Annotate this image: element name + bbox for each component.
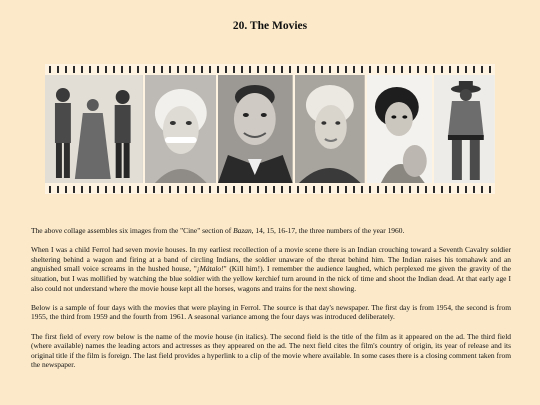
film-perforation: [353, 66, 355, 73]
film-perforation: [385, 186, 387, 193]
paragraph-childhood-memory: When I was a child Ferrol had seven movie houses. In my earliest recollection of a movie scene there is an Indian crouching toward a Seventh Cavalry soldier sheltering behind a wagon and firing at a band of circling Indians, the soldier unaware of the threat behind him. The Indian raises his tomahawk and an anguished small voice screams in the hushed house, "¡Mátalo!" (Kill him!). I remember the audience laughed, which perplexed me given the gravity of the situation, but I was mollified by watching the blue soldier with the yellow kerchief turn around in the nick of time and shoot the Indian dead. At that early age I also could not understand where the movie house kept all the horses, wagons and trains for the next showing.: [31, 245, 511, 293]
film-perforation: [233, 66, 235, 73]
film-perforation: [233, 186, 235, 193]
film-perforation: [257, 66, 259, 73]
film-perforation: [193, 66, 195, 73]
film-perforation: [297, 186, 299, 193]
film-perforation: [481, 66, 483, 73]
film-perforation: [489, 186, 491, 193]
film-perforation: [417, 186, 419, 193]
film-perforation: [129, 186, 131, 193]
page-title: 20. The Movies: [232, 20, 308, 32]
film-perforation: [425, 66, 427, 73]
film-perforation: [113, 66, 115, 73]
film-perforation: [329, 186, 331, 193]
film-perforation: [217, 186, 219, 193]
film-perforation: [441, 66, 443, 73]
film-perforation: [289, 186, 291, 193]
film-perforation: [209, 186, 211, 193]
film-perforation: [265, 66, 267, 73]
film-perforation: [169, 66, 171, 73]
film-perforation: [265, 186, 267, 193]
film-perforation: [353, 186, 355, 193]
film-perforation: [145, 66, 147, 73]
film-perforation: [417, 66, 419, 73]
film-perforation: [313, 66, 315, 73]
film-perforation: [113, 186, 115, 193]
film-perforation: [161, 186, 163, 193]
film-perforation: [193, 186, 195, 193]
film-perforation: [289, 66, 291, 73]
film-perforation: [105, 66, 107, 73]
film-perforation: [49, 66, 51, 73]
film-perforation: [185, 186, 187, 193]
paragraph-sample-days: Below is a sample of four days with the movies that were playing in Ferrol. The source is that day's newspaper. The first day is from 1954, the second is from 1955, the third from 1959 and the fourth from 1961. A seasonal variance among the four days was introduced deliberately.: [31, 302, 511, 322]
film-perforation: [369, 186, 371, 193]
paragraph-field-description: The first field of every row below is the name of the movie house (in italics). The second field is the title of the film as it appeared on the ad. The third field (where available) names the leading actors and actresses as they appeared on the ad. The next field cites the film's country of origin, its year of release and its original title if the film is foreign. The last field provides a hyperlink to a clip of the movie where available. In some cases there is a closing comment taken from the newspaper.: [31, 331, 511, 370]
film-perforation: [377, 66, 379, 73]
film-perforation: [121, 186, 123, 193]
film-perforation: [105, 186, 107, 193]
film-perforation: [137, 66, 139, 73]
film-perforation: [457, 186, 459, 193]
film-perforation: [465, 186, 467, 193]
film-perforation: [489, 66, 491, 73]
film-perforation: [201, 66, 203, 73]
film-perforation: [281, 66, 283, 73]
film-perforation: [81, 186, 83, 193]
film-perforation: [81, 66, 83, 73]
collage-photo-western-group: [45, 75, 143, 183]
film-perforation: [409, 186, 411, 193]
movie-collage: [45, 64, 495, 194]
film-perforation: [97, 66, 99, 73]
film-perforation: [465, 66, 467, 73]
film-perforation: [73, 186, 75, 193]
film-perforation: [177, 186, 179, 193]
film-perforation: [433, 66, 435, 73]
film-perforation: [473, 66, 475, 73]
film-perforation: [177, 66, 179, 73]
film-perforation: [153, 66, 155, 73]
film-perforation: [169, 186, 171, 193]
film-perforation: [457, 66, 459, 73]
film-perforation: [449, 186, 451, 193]
film-perforation: [217, 66, 219, 73]
film-perforation: [241, 66, 243, 73]
film-perforation: [449, 66, 451, 73]
film-perforation: [257, 186, 259, 193]
film-perforation: [185, 66, 187, 73]
film-perforation: [273, 66, 275, 73]
film-perforation: [225, 186, 227, 193]
film-perforation: [73, 66, 75, 73]
film-perforation: [425, 186, 427, 193]
film-perforation: [249, 186, 251, 193]
film-perforation: [337, 66, 339, 73]
film-perforation: [241, 186, 243, 193]
film-perforations-top: [45, 64, 495, 74]
film-perforation: [473, 186, 475, 193]
film-perforation: [49, 186, 51, 193]
publication-name: Bazan: [233, 226, 252, 235]
film-perforation: [409, 66, 411, 73]
film-perforation: [369, 66, 371, 73]
film-perforation: [321, 186, 323, 193]
film-perforation: [305, 66, 307, 73]
film-perforation: [161, 66, 163, 73]
collage-photo-actor-portrait: [218, 75, 293, 183]
film-perforation: [321, 66, 323, 73]
film-perforation: [393, 66, 395, 73]
film-perforation: [329, 66, 331, 73]
film-perforation: [249, 66, 251, 73]
film-perforation: [385, 66, 387, 73]
film-perforation: [377, 186, 379, 193]
film-perforation: [121, 66, 123, 73]
film-perforation: [57, 186, 59, 193]
paragraph-collage-source: The above collage assembles six images from the "Cine" section of Bazan, 14, 15, 16-17, the three numbers of the year 1960.: [31, 226, 405, 235]
film-perforation: [129, 66, 131, 73]
article-body: [31, 226, 511, 380]
film-perforation: [313, 186, 315, 193]
film-perforation: [305, 186, 307, 193]
film-perforation: [65, 66, 67, 73]
film-perforation: [209, 66, 211, 73]
film-perforation: [297, 66, 299, 73]
film-perforation: [153, 186, 155, 193]
film-perforation: [137, 186, 139, 193]
film-perforation: [273, 186, 275, 193]
film-perforation: [345, 66, 347, 73]
collage-photo-gunslinger: [434, 75, 495, 183]
film-perforation: [401, 186, 403, 193]
quote-matalo: ¡Mátalo!: [196, 264, 224, 274]
film-perforation: [281, 186, 283, 193]
collage-photo-blonde-actress: [145, 75, 217, 183]
film-perforation: [345, 186, 347, 193]
film-perforation: [481, 186, 483, 193]
film-perforation: [65, 186, 67, 193]
film-perforation: [89, 186, 91, 193]
film-perforation: [433, 186, 435, 193]
film-perforation: [361, 66, 363, 73]
film-perforation: [57, 66, 59, 73]
film-perforation: [393, 186, 395, 193]
film-perforation: [89, 66, 91, 73]
film-perforation: [201, 186, 203, 193]
film-perforations-bottom: [45, 184, 495, 194]
film-perforation: [401, 66, 403, 73]
collage-photo-actress-glamour: [295, 75, 365, 183]
collage-photo-dark-haired-actress: [367, 75, 433, 183]
film-perforation: [145, 186, 147, 193]
film-perforation: [361, 186, 363, 193]
film-perforation: [225, 66, 227, 73]
film-perforation: [441, 186, 443, 193]
film-perforation: [97, 186, 99, 193]
film-perforation: [337, 186, 339, 193]
